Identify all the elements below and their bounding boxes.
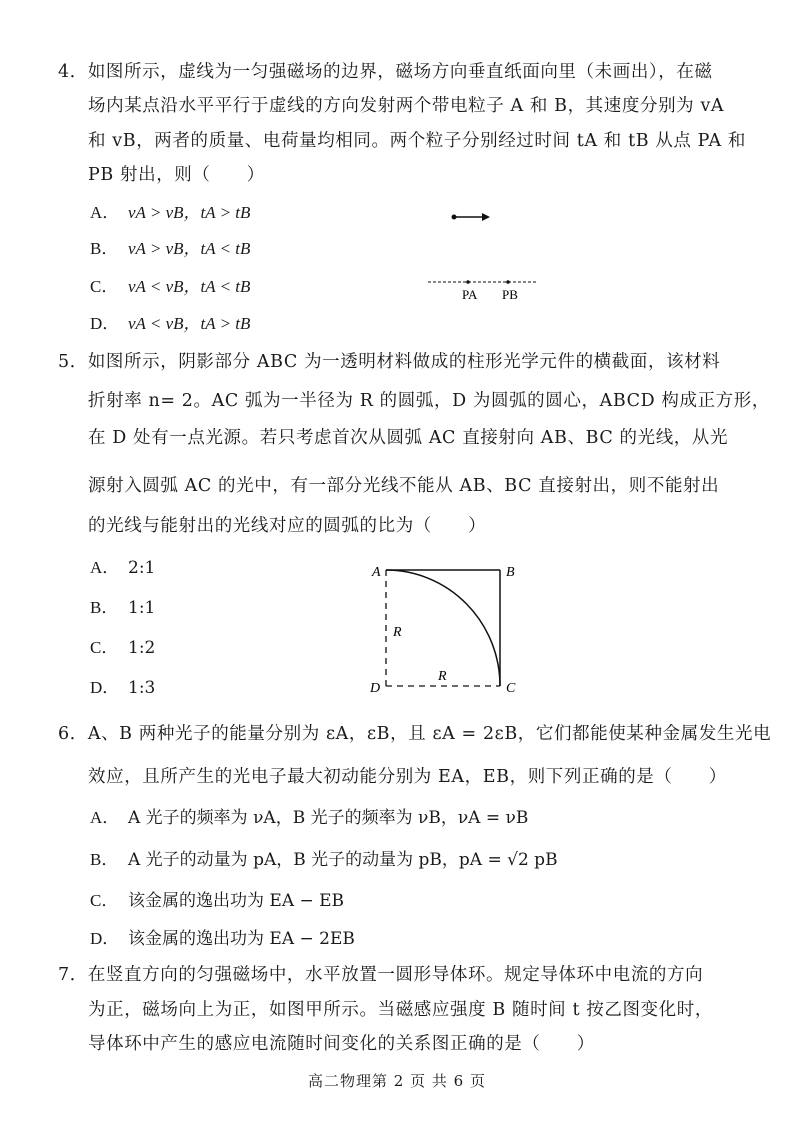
q4-arrow-head bbox=[482, 213, 490, 221]
q4-line-4: PB 射出，则（ ） bbox=[88, 165, 265, 185]
q4-option-b: B． vA > vB，tA < tB bbox=[90, 239, 251, 258]
q5-label-b: B bbox=[506, 565, 515, 580]
q6-option-b: B． A 光子的动量为 pA，B 光子的动量为 pB，pA = √2 pB bbox=[90, 850, 558, 870]
q5-line-1: 5．如图所示，阴影部分 ABC 为一透明材料做成的柱形光学元件的横截面，该材料 bbox=[58, 352, 721, 372]
q5-option-c: C． 1:2 bbox=[90, 638, 156, 658]
q6-line-1: 6．A、B 两种光子的能量分别为 εA，εB，且 εA = 2εB，它们都能使某种金属发生光电 bbox=[58, 724, 772, 744]
q6-option-c: C． 该金属的逸出功为 EA − EB bbox=[90, 891, 345, 911]
q5-label-c: C bbox=[506, 681, 516, 696]
q5-option-d: D． 1:3 bbox=[90, 678, 156, 698]
q6-line-2: 效应，且所产生的光电子最大初动能分别为 EA，EB，则下列正确的是（ ） bbox=[88, 767, 727, 787]
q5-label-r-vertical: R bbox=[393, 625, 402, 640]
q6-option-a: A． A 光子的频率为 νA，B 光子的频率为 νB，νA = νB bbox=[90, 808, 529, 828]
q5-label-a: A bbox=[372, 565, 381, 580]
q4-point-pa bbox=[466, 280, 470, 284]
q7-line-2: 为正，磁场向上为正，如图甲所示。当磁感应强度 B 随时间 t 按乙图变化时， bbox=[88, 1000, 713, 1020]
q4-label-pa: PA bbox=[462, 287, 478, 302]
q5-option-b: B． 1:1 bbox=[90, 598, 156, 618]
q5-line-3: 在 D 处有一点光源。若只考虑首次从圆弧 AC 直接射向 AB、BC 的光线，从光 bbox=[88, 428, 729, 448]
q5-line-4: 源射入圆弧 AC 的光中，有一部分光线不能从 AB、BC 直接射出，则不能射出 bbox=[88, 476, 720, 496]
q4-label-pb: PB bbox=[502, 287, 518, 302]
q4-figure bbox=[420, 205, 550, 305]
q4-line-3: 和 vB，两者的质量、电荷量均相同。两个粒子分别经过时间 tA 和 tB 从点 PA 和 bbox=[88, 131, 746, 151]
q7-line-1: 7．在竖直方向的匀强磁场中，水平放置一圆形导体环。规定导体环中电流的方向 bbox=[58, 965, 704, 985]
q5-option-a: A． 2:1 bbox=[90, 558, 156, 578]
q5-line-5: 的光线与能射出的光线对应的圆弧的比为（ ） bbox=[88, 516, 487, 536]
q6-option-d: D． 该金属的逸出功为 EA − 2EB bbox=[90, 929, 355, 949]
q4-option-c: C． vA < vB，tA < tB bbox=[90, 277, 251, 296]
q4-option-d: D． vA < vB，tA > tB bbox=[90, 314, 251, 333]
q4-line-1: 4．如图所示，虚线为一匀强磁场的边界，磁场方向垂直纸面向里（未画出），在磁 bbox=[58, 62, 713, 82]
q5-figure bbox=[360, 556, 540, 701]
q5-label-d: D bbox=[370, 681, 381, 696]
page-footer: 高二物理第 2 页 共 6 页 bbox=[308, 1072, 486, 1090]
q5-line-2: 折射率 n= 2。AC 弧为一半径为 R 的圆弧，D 为圆弧的圆心，ABCD 构成正方形， bbox=[88, 391, 770, 411]
q4-point-pb bbox=[506, 280, 510, 284]
q7-line-3: 导体环中产生的感应电流随时间变化的关系图正确的是（ ） bbox=[88, 1034, 595, 1054]
q4-line-2: 场内某点沿水平平行于虚线的方向发射两个带电粒子 A 和 B，其速度分别为 vA bbox=[88, 96, 725, 116]
q5-label-r-horizontal: R bbox=[438, 669, 447, 684]
q4-option-a: A． vA > vB，tA > tB bbox=[90, 203, 251, 222]
